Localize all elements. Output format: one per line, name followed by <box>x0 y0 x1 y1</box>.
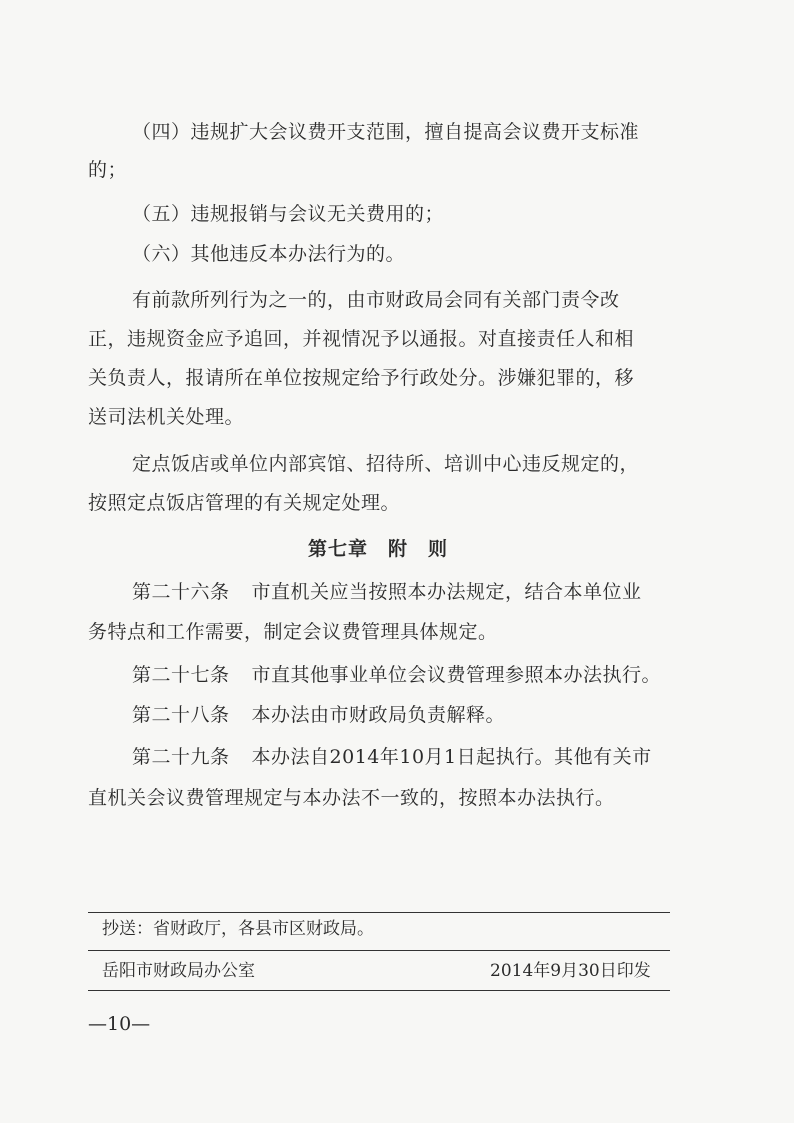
article-27 <box>132 663 661 687</box>
penalty-paragraph-line-2: 正，违规资金应予追回，并视情况予以通报。对直接责任人和相 <box>88 328 635 350</box>
item-4-line-2: 的； <box>88 159 128 181</box>
page-number: —10— <box>88 1013 151 1035</box>
footer-top-rule <box>88 912 670 913</box>
issuer: 岳阳市财政局办公室 <box>102 961 255 981</box>
item-5: （五）违规报销与会议无关费用的； <box>132 203 445 225</box>
footer-middle-rule <box>88 950 670 951</box>
article-26-line-1 <box>132 580 642 604</box>
hotel-paragraph-line-1: 定点饭店或单位内部宾馆、招待所、培训中心违反规定的， <box>132 453 640 475</box>
item-4-line-1: （四）违规扩大会议费开支范围，擅自提高会议费开支标准 <box>132 121 640 143</box>
article-29-line-1 <box>132 745 652 769</box>
hotel-paragraph-line-2: 按照定点饭店管理的有关规定处理。 <box>88 492 401 514</box>
article-29-line-2: 直机关会议费管理规定与本办法不一致的，按照本办法执行。 <box>88 787 615 809</box>
chapter-title: 第七章 附 则 <box>308 538 449 560</box>
article-28-text: 本办法由市财政局负责解释。 <box>251 704 506 726</box>
article-26-text: 市直机关应当按照本办法规定，结合本单位业 <box>251 581 642 603</box>
item-6: （六）其他违反本办法行为的。 <box>132 243 406 265</box>
article-28 <box>132 703 505 727</box>
article-26-number: 第二十六条 <box>132 581 230 603</box>
article-27-number: 第二十七条 <box>132 664 230 686</box>
article-29-number: 第二十九条 <box>132 746 230 768</box>
article-26-line-2: 务特点和工作需要，制定会议费管理具体规定。 <box>88 621 498 643</box>
issue-date: 2014年9月30日印发 <box>490 961 651 981</box>
article-28-number: 第二十八条 <box>132 704 230 726</box>
penalty-paragraph-line-1: 有前款所列行为之一的，由市财政局会同有关部门责令改 <box>132 289 620 311</box>
penalty-paragraph-line-3: 关负责人，报请所在单位按规定给予行政处分。涉嫌犯罪的，移 <box>88 367 635 389</box>
cc-line: 抄送：省财政厅，各县市区财政局。 <box>102 919 374 939</box>
footer-bottom-rule <box>88 990 670 991</box>
penalty-paragraph-line-4: 送司法机关处理。 <box>88 406 245 428</box>
article-29-text: 本办法自2014年10月1日起执行。其他有关市 <box>251 746 652 768</box>
article-27-text: 市直其他事业单位会议费管理参照本办法执行。 <box>251 664 662 686</box>
